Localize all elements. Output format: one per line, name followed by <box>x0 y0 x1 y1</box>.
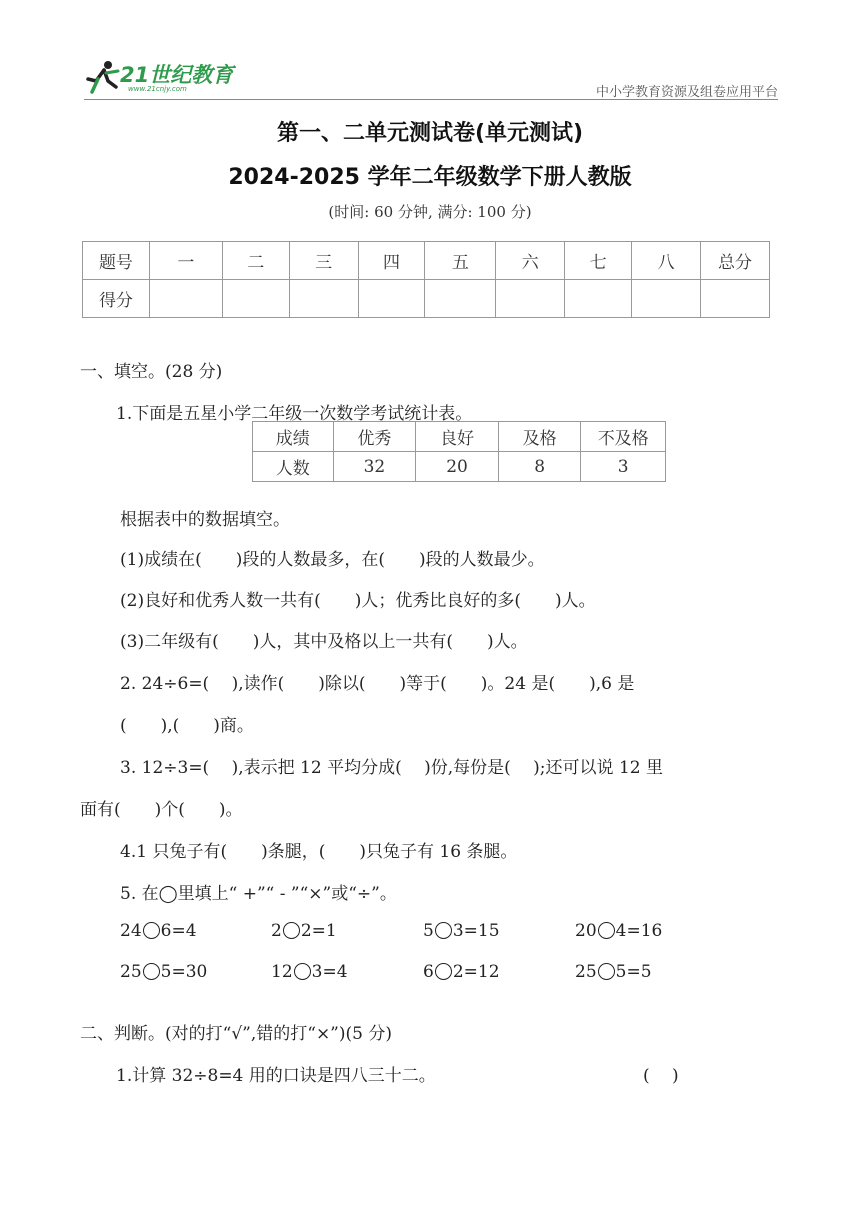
q5-item-right: 3=4 <box>311 962 348 982</box>
stats-header-cell: 不及格 <box>581 422 666 452</box>
q1-instruction: 根据表中的数据填空。 <box>120 510 290 530</box>
platform-name: 中小学教育资源及组卷应用平台 <box>595 85 778 100</box>
q5-item-left: 25 <box>575 962 597 982</box>
exam-title: 第一、二单元测试卷(单元测试) <box>276 121 584 146</box>
q5-item <box>423 921 500 941</box>
stats-row-label: 人数 <box>253 452 334 482</box>
q5-text: 5. 在◯里填上“ +”“ - ”“×”或“÷”。 <box>120 884 397 904</box>
stats-table-data-row <box>253 452 666 482</box>
operator-blank-circle[interactable] <box>294 963 311 980</box>
stats-table <box>252 421 666 482</box>
q5-item <box>575 962 652 982</box>
stats-cell: 3 <box>581 452 666 482</box>
q5-item-left: 6 <box>423 962 434 982</box>
operator-blank-circle[interactable] <box>435 922 452 939</box>
operator-blank-circle[interactable] <box>598 922 615 939</box>
logo-url: www.21cnjy.com <box>128 85 187 93</box>
score-header-cell: 五 <box>425 242 496 280</box>
score-row-label: 得分 <box>83 280 150 318</box>
s2-q1-answer-bracket[interactable]: ( ) <box>643 1066 679 1086</box>
site-logo <box>84 55 254 100</box>
score-header-cell: 二 <box>222 242 289 280</box>
section2-heading: 二、判断。(对的打“√”,错的打“×”)(5 分) <box>80 1024 392 1044</box>
score-header-cell: 三 <box>289 242 358 280</box>
score-header-cell: 总分 <box>701 242 770 280</box>
score-cell <box>222 280 289 318</box>
q5-item <box>120 962 207 982</box>
q1-text: 1.下面是五星小学二年级一次数学考试统计表。 <box>116 404 473 424</box>
operator-blank-circle[interactable] <box>143 922 160 939</box>
stats-cell: 32 <box>333 452 416 482</box>
q2-line1: 2. 24÷6=( ),读作( )除以( )等于( )。24 是( ),6 是 <box>120 674 635 694</box>
score-table <box>82 241 770 318</box>
score-header-cell: 题号 <box>83 242 150 280</box>
score-table-header-row <box>83 242 770 280</box>
q5-item <box>423 962 500 982</box>
score-cell <box>358 280 425 318</box>
q1-sub2: (2)良好和优秀人数一共有( )人；优秀比良好的多( )人。 <box>120 591 596 611</box>
q5-item-left: 2 <box>271 921 282 941</box>
operator-blank-circle[interactable] <box>143 963 160 980</box>
stats-header-cell: 及格 <box>498 422 581 452</box>
q5-item <box>271 962 348 982</box>
score-header-cell: 一 <box>149 242 222 280</box>
q4-text: 4.1 只兔子有( )条腿，( )只兔子有 16 条腿。 <box>120 842 518 862</box>
section1-heading: 一、填空。(28 分) <box>80 362 223 382</box>
score-cell <box>425 280 496 318</box>
score-header-cell: 七 <box>565 242 632 280</box>
operator-blank-circle[interactable] <box>435 963 452 980</box>
q5-item-right: 6=4 <box>160 921 197 941</box>
operator-blank-circle[interactable] <box>598 963 615 980</box>
q1-sub1: (1)成绩在( )段的人数最多，在( )段的人数最少。 <box>120 550 545 570</box>
s2-q1-text: 1.计算 32÷8=4 用的口诀是四八三十二。 <box>116 1066 436 1086</box>
score-cell <box>496 280 565 318</box>
exam-subtitle: 2024-2025 学年二年级数学下册人教版 <box>228 165 632 190</box>
q5-item-left: 5 <box>423 921 434 941</box>
stats-cell: 20 <box>416 452 499 482</box>
stats-table-header-row <box>253 422 666 452</box>
q5-item <box>575 921 662 941</box>
score-table-score-row <box>83 280 770 318</box>
score-header-cell: 八 <box>632 242 701 280</box>
q3-line2: 面有( )个( )。 <box>80 800 243 820</box>
stats-header-cell: 良好 <box>416 422 499 452</box>
logo-text: 21世纪教育 <box>120 63 234 87</box>
q2-line2: ( ),( )商。 <box>120 716 254 736</box>
q5-item-right: 5=30 <box>160 962 208 982</box>
score-cell <box>565 280 632 318</box>
score-cell <box>632 280 701 318</box>
stats-header-cell: 成绩 <box>253 422 334 452</box>
q5-item <box>271 921 337 941</box>
q1-sub3: (3)二年级有( )人，其中及格以上一共有( )人。 <box>120 632 528 652</box>
operator-blank-circle[interactable] <box>283 922 300 939</box>
stats-cell: 8 <box>498 452 581 482</box>
q3-line1: 3. 12÷3=( ),表示把 12 平均分成( )份,每份是( );还可以说 12 里 <box>120 758 663 778</box>
q5-item-left: 25 <box>120 962 142 982</box>
score-header-cell: 六 <box>496 242 565 280</box>
q5-item-left: 12 <box>271 962 293 982</box>
score-cell <box>149 280 222 318</box>
q5-item-right: 2=12 <box>452 962 500 982</box>
q5-item <box>120 921 197 941</box>
exam-time-info: (时间: 60 分钟, 满分: 100 分) <box>328 203 532 221</box>
header-divider <box>84 99 778 100</box>
q5-item-right: 4=16 <box>615 921 663 941</box>
score-header-cell: 四 <box>358 242 425 280</box>
q5-item-left: 24 <box>120 921 142 941</box>
score-cell <box>701 280 770 318</box>
runner-logo-icon <box>84 59 122 97</box>
q5-item-right: 2=1 <box>300 921 337 941</box>
q5-item-left: 20 <box>575 921 597 941</box>
q5-item-right: 5=5 <box>615 962 652 982</box>
score-cell <box>289 280 358 318</box>
q5-item-right: 3=15 <box>452 921 500 941</box>
stats-header-cell: 优秀 <box>333 422 416 452</box>
